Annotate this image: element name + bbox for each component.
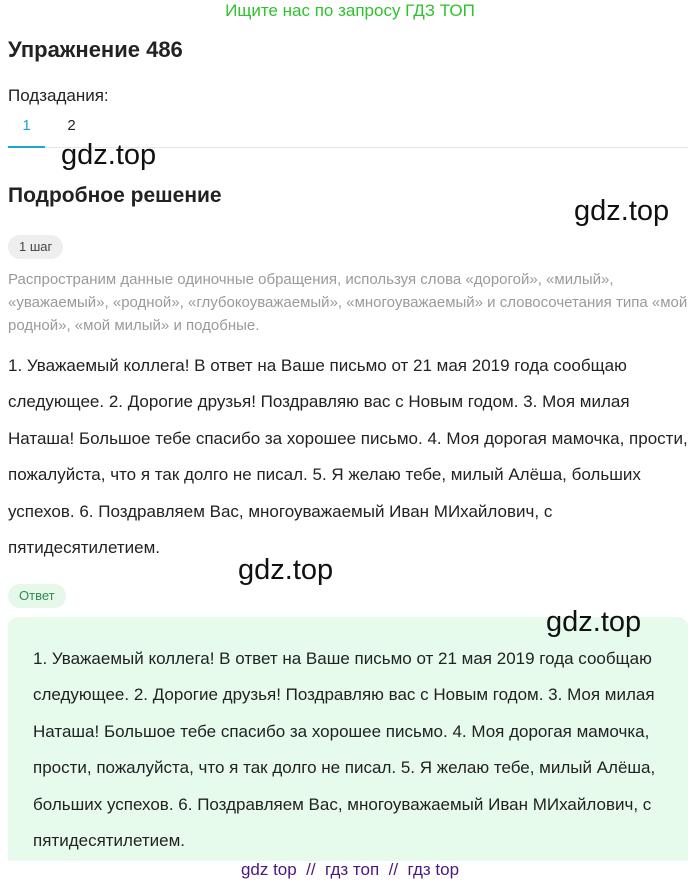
watermark: gdz.top [61,139,157,171]
watermark: gdz.top [546,606,642,638]
tab-subtask-1[interactable]: 1 [8,112,45,148]
tab-subtask-2[interactable]: 2 [67,117,76,134]
footer-links [0,860,700,880]
answer-text: 1. Уважаемый коллега! В ответ на Ваше письмо от 21 мая 2019 года сообщаю следующее. 2. Дорогие друзья! Поздравляю вас с Новым годом. 3. Моя милая Наташа! Большое тебе спасибо за хорошее письмо. 4. Моя дорогая мамочка, прости, пожалуйста, что я так долго не писал. 5. Я желаю тебе, милый Алёша, больших успехов. 6. Поздравляем Вас, многоуважаемый Иван МИхайлович, с пятидесятилетием. [33,649,656,851]
solution-hint: Распространим данные одиночные обращения, используя слова «дорогой», «милый», «уважаемый», «родной», «глубокоуважаемый», «многоуважаемый» и словосочетания типа «мой родной», «мой милый» и подобные. [8,271,688,334]
search-banner: Ищите нас по запросу ГДЗ ТОП [225,1,475,20]
footer-separator: // [379,860,408,879]
footer-separator: // [296,860,326,879]
footer-link-gdz-top-ru[interactable]: гдз топ [325,860,380,879]
footer-link-gdz-top-mixed[interactable]: гдз top [407,860,460,879]
footer-link-gdz-top[interactable]: gdz top [240,860,297,879]
watermark: gdz.top [238,554,334,586]
subtasks-label: Подзадания: [8,86,109,105]
solution-title: Подробное решение [8,184,222,207]
step-badge: 1 шаг [8,235,63,259]
watermark: gdz.top [574,195,670,227]
page-title: Упражнение 486 [8,37,183,62]
solution-text: 1. Уважаемый коллега! В ответ на Ваше письмо от 21 мая 2019 года сообщаю следующее. 2. Дорогие друзья! Поздравляю вас с Новым годом. 3. Моя милая Наташа! Большое тебе спасибо за хорошее письмо. 4. Моя дорогая мамочка, прости, пожалуйста, что я так долго не писал. 5. Я желаю тебе, милый Алёша, больших успехов. 6. Поздравляем Вас, многоуважаемый Иван МИхайлович, с пятидесятилетием. [8,356,688,558]
answer-badge: Ответ [8,584,66,608]
